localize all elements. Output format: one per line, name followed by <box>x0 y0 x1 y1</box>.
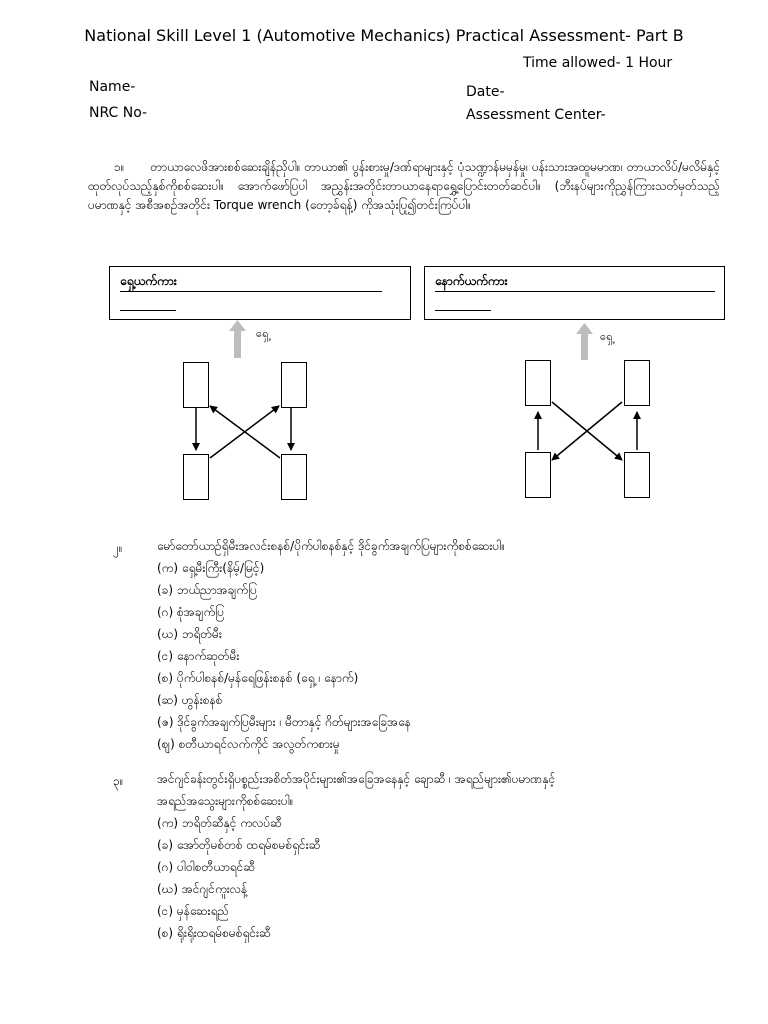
date-label: Date- <box>466 84 505 100</box>
front-direction-label-right: ရှေ့ <box>600 330 613 343</box>
q3-item-1: (က) ဘရိတ်ဆီနှင့် ကလပ်ဆီ <box>157 816 282 830</box>
name-label: Name- <box>89 79 136 95</box>
q2-item-2: (ခ) ဘယ်ညာအချက်ပြ <box>157 583 257 597</box>
question-1-number: ၁။ <box>114 160 125 174</box>
wheel-front-right-b <box>624 360 650 406</box>
q2-item-9: (ဈ) စတီယာရင်လက်ကိုင် အလွတ်ကစားမှု <box>157 737 340 751</box>
wheel-front-left-b <box>525 360 551 406</box>
q2-item-6: (စ) ပိုက်ပါစနစ်/မှန်ရေဖြန်းစနစ် (ရှေ့ ၊ နောက်) <box>157 671 359 685</box>
q2-item-4: (ဃ) ဘရိတ်မီး <box>157 627 222 641</box>
q3-item-6: (စ) ရိုးရိုးထရမ်စမစ်ရှင်းဆီ <box>157 926 271 940</box>
question-3-text-line-1: အင်ဂျင်ခန်းတွင်းရှိပစ္စည်းအစိတ်အပိုင်းများ၏အခြေအနေနှင့် ချောဆီ ၊ အရည်များ၏ပမာဏနှင့် <box>157 772 556 786</box>
question-3-number: ၃။ <box>113 774 124 788</box>
front-direction-label-left: ရှေ့ <box>256 327 269 340</box>
question-3-text-line-2: အရည်အသွေးများကိုစစ်ဆေးပါ။ <box>157 794 294 808</box>
q3-item-5: (င) မှန်ဆေးရည် <box>157 904 230 918</box>
q2-item-8: (ဇ) ဒိုင်ခွက်အချက်ပြမီးများ ၊ မီတာနှင့် ဂိတ်များအခြေအနေ <box>157 715 411 729</box>
q2-item-3: (ဂ) စုံအချက်ပြ <box>157 605 225 619</box>
question-1-text: တာယာလေဖိအားစစ်ဆေးချိန်ညှိပါ။ တာယာ၏ ပွန်းစားမှု/ဒဏ်ရာများနှင့် ပုံသဏ္ဍာန်မမှန်မှု၊ ပန်းသားအထူမမာဏ၊ တာယာလိပ်/မလိမ်နှင့် ထုတ်လုပ်သည့်နှစ်ကိုစစ်ဆေးပါ။ အောက်ဖော်ပြပါ အညွှန်းအတိုင်းတာယာနေရာရွှေ့ပြောင်းတတ်ဆင်ပါ။ (ဘီးနပ်များကိုညွှန်ကြားသတ်မှတ်သည့် ပမာဏနှင့် အစီအစဉ်အတိုင်း Torque wrench (တော့ခ်ရန့်) ကိုအသုံးပြု၍တင်းကြပ်ပါ။ <box>88 160 720 212</box>
wheel-front-left-a <box>183 362 209 408</box>
question-2-number: ၂။ <box>113 541 123 555</box>
time-allowed: Time allowed- 1 Hour <box>523 55 673 71</box>
q2-item-7: (ဆ) ဟွန်းစနစ် <box>157 693 223 707</box>
rear-drive-label: နောက်ယက်ကား <box>435 274 508 288</box>
q2-item-1: (က) ရှေ့မီးကြီး(နိမ့်/မြင့်) <box>157 561 265 575</box>
nrc-label: NRC No- <box>89 105 148 121</box>
front-direction-arrow-left <box>229 320 246 358</box>
wheel-rear-right-b <box>624 452 650 498</box>
q2-item-5: (င) နောက်ဆုတ်မီး <box>157 649 240 663</box>
front-direction-arrow-right <box>576 323 593 360</box>
wheel-rear-right-a <box>281 454 307 500</box>
q3-item-3: (ဂ) ပါဝါစတီယာရင်ဆီ <box>157 860 255 874</box>
page-title: National Skill Level 1 (Automotive Mechanics) Practical Assessment- Part B <box>84 26 684 45</box>
wheel-front-right-a <box>281 362 307 408</box>
wheel-rear-left-b <box>525 452 551 498</box>
q3-item-2: (ခ) အော်တိုမစ်တစ် ထရမ်စမစ်ရှင်းဆီ <box>157 838 321 852</box>
question-2-text: မော်တော်ယာဉ်ရှိမီးအလင်းစနစ်/ပိုက်ပါစနစ်နှင့် ဒိုင်ခွက်အချက်ပြများကိုစစ်ဆေးပါ။ <box>157 539 505 553</box>
q3-item-4: (ဃ) အင်ဂျင်ကူးလန့် <box>157 882 248 896</box>
wheel-rear-left-a <box>183 454 209 500</box>
front-drive-label: ရှေ့ယက်ကား <box>120 274 177 288</box>
assessment-center-label: Assessment Center- <box>466 107 606 123</box>
